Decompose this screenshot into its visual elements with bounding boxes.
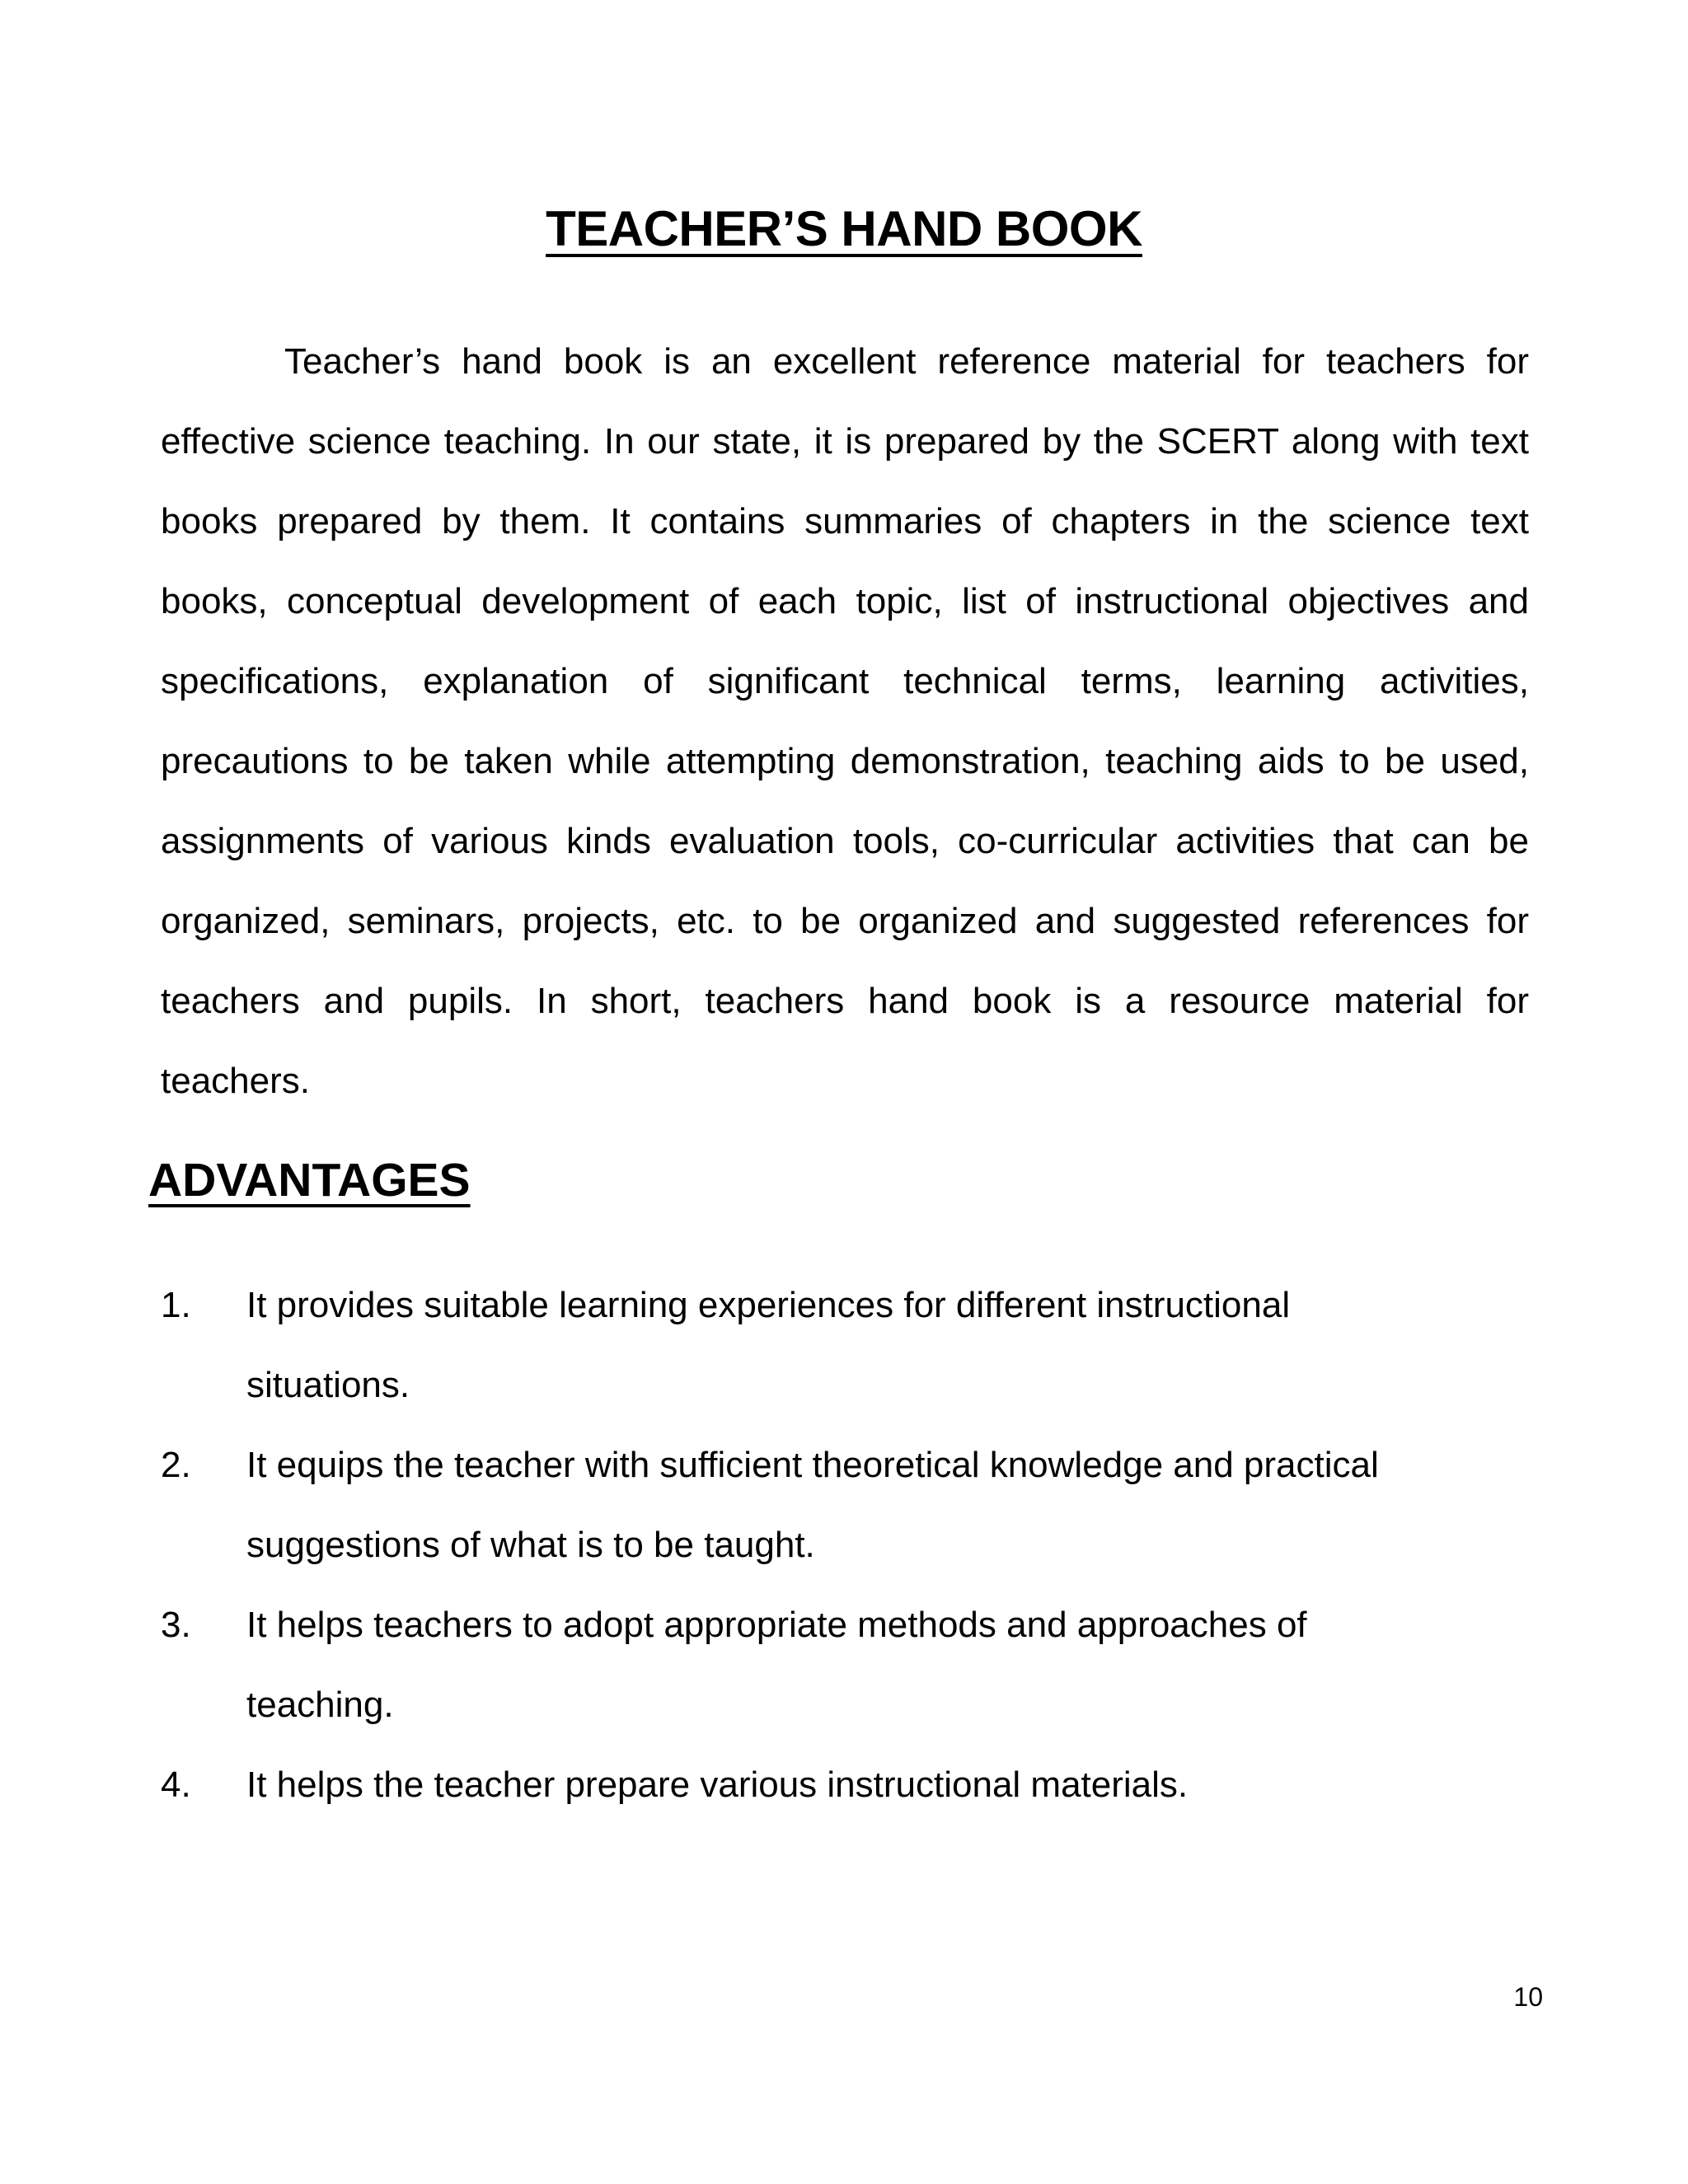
intro-paragraph: Teacher’s hand book is an excellent reference material for teachers for effective science teaching. In our state, it is prepared by the SCERT along with text books prepared by them. It contains summaries of chapters in the science text books, conceptual development of each topic, list of instructional objectives and specifications, explanation of significant technical terms, learning activities, precautions to be taken while attempting demonstration, teaching aids to be used, assignments of various kinds evaluation tools, co-curricular activities that can be organized, seminars, projects, etc. to be organized and suggested references for teachers and pupils. In short, teachers hand book is a resource material for teachers. [161, 341, 1529, 1101]
page-number: 10 [1513, 1982, 1543, 2012]
list-item-text: It equips the teacher with sufficient theoretical knowledge and practical suggestions of what is to be taught. [246, 1445, 1379, 1565]
list-item-number: 1. [161, 1285, 191, 1325]
list-item-number: 4. [161, 1765, 191, 1805]
list-item [161, 1745, 1447, 1825]
list-item-text: It provides suitable learning experiences for different instructional situations. [246, 1285, 1291, 1405]
advantages-list [161, 1265, 1447, 1825]
advantages-heading: ADVANTAGES [148, 1154, 471, 1207]
list-item-text: It helps the teacher prepare various instructional materials. [246, 1765, 1189, 1805]
page-title: TEACHER’S HAND BOOK [546, 201, 1142, 256]
list-item-text: It helps teachers to adopt appropriate methods and approaches of teaching. [246, 1605, 1307, 1725]
list-item [161, 1425, 1447, 1585]
list-item-number: 3. [161, 1605, 191, 1645]
list-item [161, 1265, 1447, 1425]
list-item-number: 2. [161, 1445, 191, 1485]
list-item [161, 1585, 1447, 1745]
